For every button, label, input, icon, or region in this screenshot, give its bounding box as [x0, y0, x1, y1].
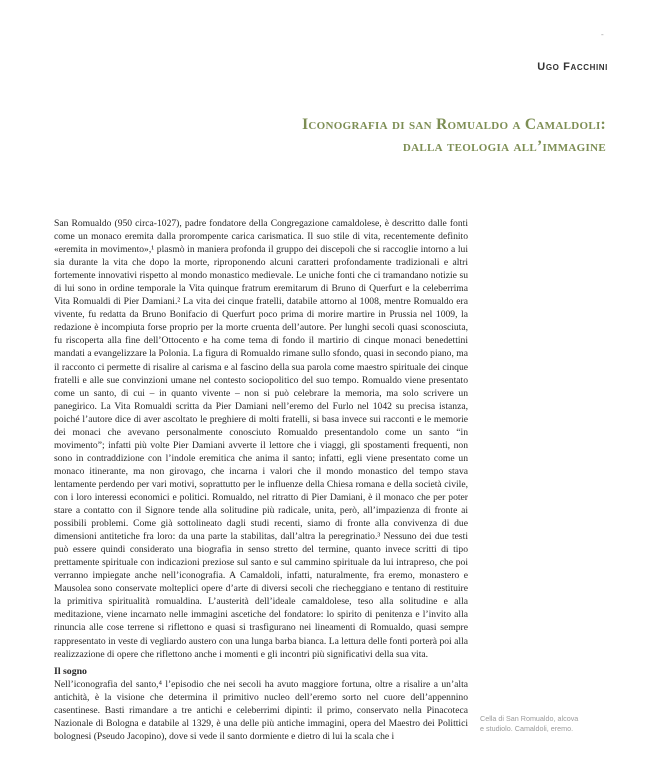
- article-body: [54, 217, 468, 743]
- author-name: Ugo Facchini: [537, 61, 608, 73]
- title-line-2: dalla teologia all’immagine: [402, 138, 606, 155]
- image-caption: [480, 714, 600, 734]
- section-heading: Il sogno: [54, 665, 87, 677]
- page-mark: -: [601, 30, 604, 39]
- title-line-1: Iconografia di san Romualdo a Camaldoli:: [302, 116, 606, 133]
- body-paragraph: San Romualdo (950 circa-1027), padre fondatore della Congregazione camaldolese, è descritto dalle fonti come un monaco eremita dalla prorompente carica carismatica. Il suo stile di vita, recentemente definito «eremita in movimento»,¹ plasmò in maniera profonda il gruppo dei discepoli che si raccoglie intorno a lui sia durante la vita che dopo la morte, riproponendo alcuni caratteri profondamente tradizionali e altri fortemente innovativi rispetto al mondo monastico medievale. Le uniche fonti che ci tramandano notizie su di lui sono in ordine temporale la Vita quinque fratrum eremitarum di Bruno di Querfurt e la celeberrima Vita Romualdi di Pier Damiani.² La vita dei cinque fratelli, databile attorno al 1008, mentre Romualdo era vivente, fu redatta da Bruno Bonifacio di Querfurt poco prima di morire martire in Prussia nel 1009, la redazione è incompiuta forse proprio per la morte cruenta dell’autore. Per lunghi secoli quasi sconosciuta, fu riscoperta alla fine dell’Ottocento e ha come tema di fondo il martirio di cinque monaci benedettini mandati a evangelizzare la Polonia. La figura di Romualdo rimane sullo sfondo, quasi in secondo piano, ma il racconto ci permette di risalire al carisma e al fascino della sua parola come maestro spirituale dei cinque fratelli e alle sue convinzioni umane nel contesto sociopolitico del suo tempo. Romualdo viene presentato come un santo, di cui – in quanto vivente – non si può celebrare la memoria, ma solo scrivere un panegirico. La Vita Romualdi scritta da Pier Damiani nell’eremo del Furlo nel 1042 su precisa istanza, poiché l’autore dice di aver ascoltato le preghiere di molti fratelli, si basa invece sui racconti e le memorie dei monaci che avevano personalmente conosciuto Romualdo presentandolo come un santo “in movimento”; infatti più volte Pier Damiani avverte il lettore che i viaggi, gli spostamenti frequenti, non sono in contraddizione con l’indole eremitica che anima il santo; infatti, egli viene presentato come un monaco itinerante, ma non girovago, che incarna i valori che il mondo monastico del tempo stava lentamente perdendo per vari motivi, soprattutto per le influenze della Chiesa romana e della società civile, con i loro interessi economici e politici. Romualdo, nel ritratto di Pier Damiani, è il monaco che per poter stare a contatto con il Signore tende alla solitudine più radicale, unita, però, all’impazienza di fronte ai possibili problemi. Come già sottolineato dagli studi recenti, siamo di fronte alla convivenza di due dimensioni antitetiche fra loro: da una parte la stabilitas, dall’altra la peregrinatio.³ Nessuno dei due testi può essere quindi considerato una biografia in senso stretto del termine, quanto invece scritti di tipo prettamente spirituale con indicazioni preziose sul santo e sul cammino spirituale da lui intrapreso, che poi verranno impiegate anche nell’iconografia. A Camaldoli, infatti, naturalmente, fra eremo, monastero e Mausolea sono conservate molteplici opere d’arte di diversi secoli che riecheggiano e tentano di restituire la primitiva spiritualità romualdina. L’austerità dell’ideale camaldolese, teso alla solitudine e alla meditazione, viene incarnato nelle immagini ascetiche del fondatore: lo spirito di penitenza e l’invito alla rinuncia alle cose terrene si riflettono e quasi si trasfigurano nei lineamenti di Romualdo, quasi sempre rappresentato in veste di vegliardo austero con una lunga barba bianca. La lettura delle fonti porterà poi alla realizzazione di opere che riflettono anche i momenti e gli incontri più significativi della sua vita.: [54, 218, 468, 660]
- body-paragraph: Nell’iconografia del santo,⁴ l’episodio che nei secoli ha avuto maggiore fortuna, oltre a risalire a un’alta antichità, è la visione che determina il primitivo nucleo dell’eremo sorto nel cuore dell’appennino casentinese. Basti rimandare a tre antichi e celeberrimi dipinti: il primo, conservato nella Pinacoteca Nazionale di Bologna e databile al 1329, è una delle più antiche immagini, opera del Maestro dei Polittici bolognesi (Pseudo Jacopino), dove si vede il santo dormiente e dietro di lui la scala che i: [54, 678, 468, 742]
- caption-line: Cella di San Romualdo, alcova: [480, 714, 579, 723]
- article-title: [302, 114, 606, 158]
- caption-line: e studiolo. Camaldoli, eremo.: [480, 724, 574, 733]
